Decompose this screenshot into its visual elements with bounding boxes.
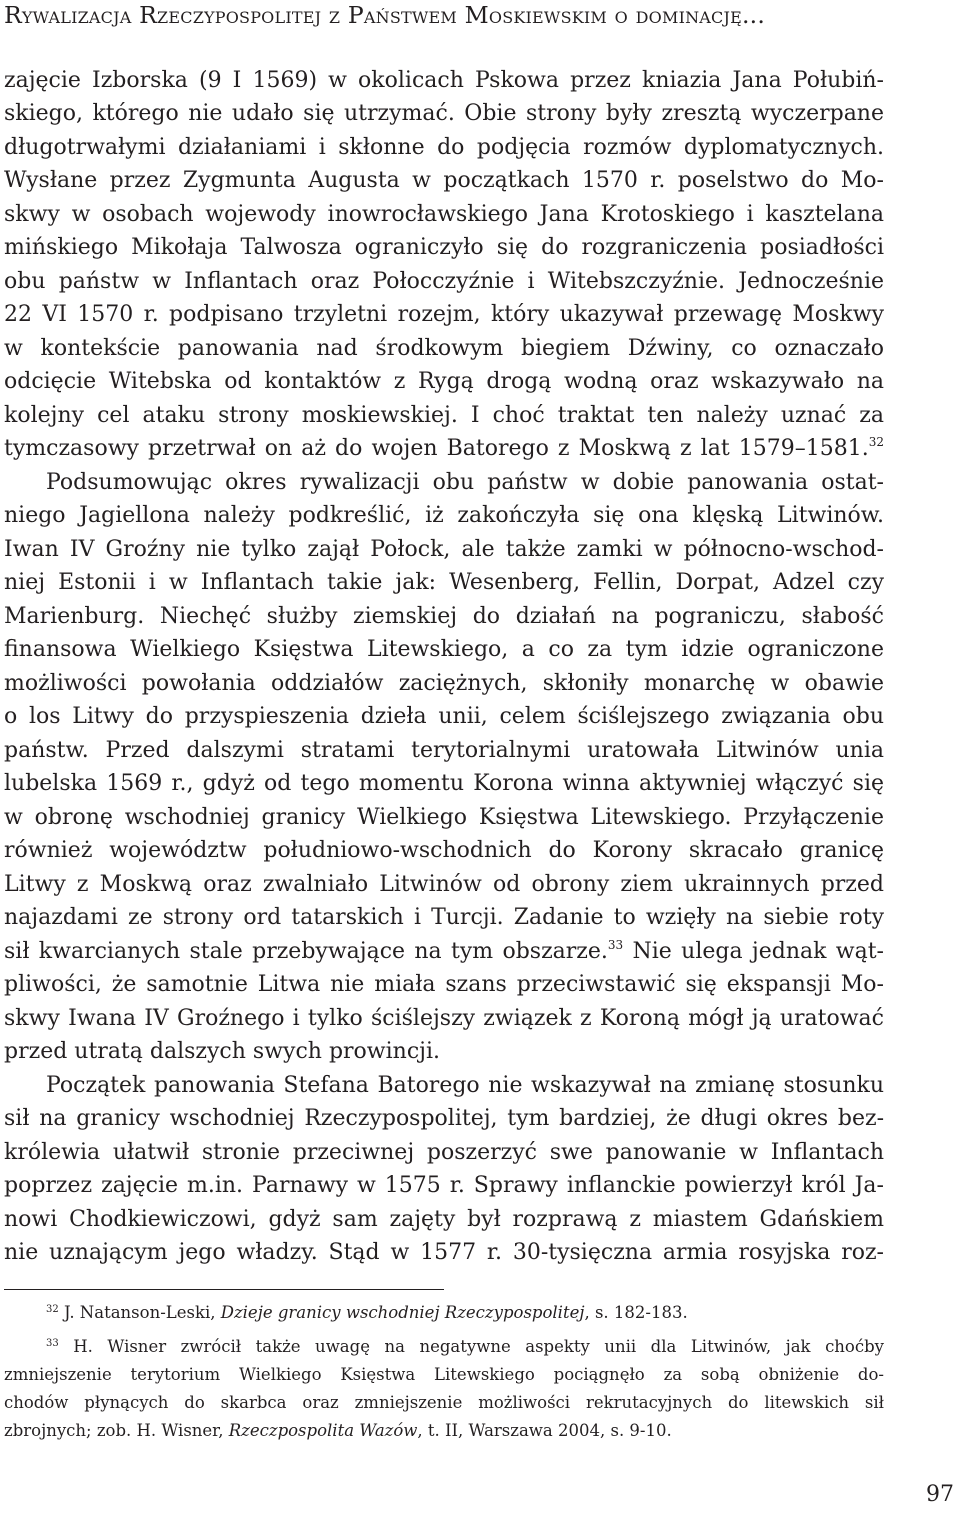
- text-line: 22 VI 1570 r. podpisano trzyletni rozejm, który ukazywał przewagę Moskwy: [4, 302, 884, 327]
- text-line: poprzez zajęcie m.in. Parnawy w 1575 r. Sprawy inflanckie powierzył król Ja-: [4, 1173, 884, 1198]
- running-header: Rywalizacja Rzeczypospolitej z Państwem Moskiewskim o dominację...: [4, 1, 766, 29]
- text-line: lubelska 1569 r., gdyż od tego momentu Korona winna aktywniej włączyć się: [4, 771, 884, 796]
- footnote-33-line: zmniejszenie terytorium Wielkiego Księstwa Litewskiego pociągnęło za sobą obniżenie do-: [4, 1365, 884, 1384]
- text-line: o los Litwy do przyspieszenia dzieła unii, celem ściślejszego związania obu: [4, 704, 884, 729]
- footnote-text: J. Natanson-Leski,: [63, 1303, 221, 1322]
- footnote-32: [46, 1300, 688, 1326]
- footnote-33-line: chodów płynących do skarbca oraz zmniejszenie możliwości rekrutacyjnych do litewskich sił: [4, 1393, 884, 1412]
- text-line: zajęcie Izborska (9 I 1569) w okolicach Pskowa przez kniazia Jana Połubiń-: [4, 68, 884, 93]
- text-line: [4, 935, 884, 969]
- text-line: możliwości powołania oddziałów zaciężnych, skłoniły monarchę w obawie: [4, 671, 884, 696]
- text-line: królewia ułatwił stronie przeciwnej poszerzyć swe panowanie w Inflantach: [4, 1140, 884, 1165]
- text-line: również województw południowo-wschodnich do Korony skracało granicę: [4, 838, 884, 863]
- text-line: niego Jagiellona należy podkreślić, iż zakończyła się ona klęską Litwinów.: [4, 503, 884, 528]
- text-line: obu państw w Inflantach oraz Połocczyźnie i Witebszczyźnie. Jednocześnie: [4, 269, 884, 294]
- text-line: Litwy z Moskwą oraz zwalniało Litwinów od obrony ziem ukrainnych przed: [4, 872, 884, 897]
- footnote-title: Dzieje granicy wschodniej Rzeczypospolitej: [220, 1303, 585, 1322]
- footnote-33-line: [46, 1334, 884, 1360]
- text-fragment: tymczasowy przetrwał on aż do wojen Batorego z Moskwą z lat 1579–1581.: [4, 436, 869, 461]
- text-line: Iwan IV Groźny nie tylko zajął Połock, ale także zamki w północno-wschod-: [4, 537, 884, 562]
- text-line: w obronę wschodniej granicy Wielkiego Księstwa Litewskiego. Przyłączenie: [4, 805, 884, 830]
- footnote-divider: [4, 1289, 444, 1290]
- text-line: kolejny cel ataku strony moskiewskiej. I choć traktat ten należy uznać za: [4, 403, 884, 428]
- footnote-number: 33: [46, 1338, 59, 1349]
- footnote-33-line: [4, 1418, 672, 1444]
- text-line: Początek panowania Stefana Batorego nie wskazywał na zmianę stosunku: [46, 1073, 884, 1098]
- text-fragment: sił kwarcianych stale przebywające na tym obszarze.: [4, 939, 608, 964]
- text-line: niej Estonii i w Inflantach takie jak: Wesenberg, Fellin, Dorpat, Adzel czy: [4, 570, 884, 595]
- text-line: finansowa Wielkiego Księstwa Litewskiego, a co za tym idzie ograniczone: [4, 637, 884, 662]
- text-line: pliwości, że samotnie Litwa nie miała szans przeciwstawić się ekspansji Mo-: [4, 972, 884, 997]
- footnote-title: Rzeczpospolita Wazów: [228, 1421, 418, 1440]
- footnote-text: H. Wisner zwrócił także uwagę na negatywne aspekty unii dla Litwinów, jak choćby: [73, 1337, 884, 1356]
- text-line: sił na granicy wschodniej Rzeczypospolitej, tym bardziej, że długi okres bez-: [4, 1106, 884, 1131]
- text-line: mińskiego Mikołaja Talwosza ograniczyło się do rozgraniczenia posiadłości: [4, 235, 884, 260]
- page-number: 97: [926, 1482, 954, 1507]
- footnote-number: 32: [46, 1304, 59, 1315]
- footnote-text: zbrojnych; zob. H. Wisner,: [4, 1421, 229, 1440]
- text-line: w kontekście panowania nad środkowym biegiem Dźwiny, co oznaczało: [4, 336, 884, 361]
- text-line: Wysłane przez Zygmunta Augusta w początkach 1570 r. poselstwo do Mo-: [4, 168, 884, 193]
- text-line: Podsumowując okres rywalizacji obu państw w dobie panowania ostat-: [46, 470, 884, 495]
- text-fragment: Nie ulega jednak wąt-: [623, 939, 884, 964]
- text-line: państw. Przed dalszymi stratami terytorialnymi uratowała Litwinów unia: [4, 738, 884, 763]
- text-line: nowi Chodkiewiczowi, gdyż sam zajęty był rozprawą z miastem Gdańskiem: [4, 1207, 884, 1232]
- footnote-ref-33[interactable]: 33: [607, 938, 624, 952]
- footnote-text: , t. II, Warszawa 2004, s. 9-10.: [417, 1421, 672, 1440]
- text-line: najazdami ze strony ord tatarskich i Turcji. Zadanie to wzięły na siebie roty: [4, 905, 884, 930]
- text-line: skwy w osobach wojewody inowrocławskiego Jana Krotoskiego i kasztelana: [4, 202, 884, 227]
- text-line: nie uznającym jego władzy. Stąd w 1577 r. 30-tysięczna armia rosyjska roz-: [4, 1240, 884, 1265]
- text-line: skwy Iwana IV Groźnego i tylko ściślejszy związek z Koroną mógł ją uratować: [4, 1006, 884, 1031]
- text-line: długotrwałymi działaniami i skłonne do podjęcia rozmów dyplomatycznych.: [4, 135, 884, 160]
- text-line: [4, 432, 884, 466]
- footnote-ref-32[interactable]: 32: [868, 435, 884, 449]
- text-line: skiego, którego nie udało się utrzymać. Obie strony były zresztą wyczerpane: [4, 101, 884, 126]
- text-line: Marienburg. Niechęć służby ziemskiej do działań na pograniczu, słabość: [4, 604, 884, 629]
- text-line: przed utratą dalszych swych prowincji.: [4, 1039, 440, 1064]
- text-line: odcięcie Witebska od kontaktów z Rygą drogą wodną oraz wskazywało na: [4, 369, 884, 394]
- footnote-text: , s. 182-183.: [584, 1303, 688, 1322]
